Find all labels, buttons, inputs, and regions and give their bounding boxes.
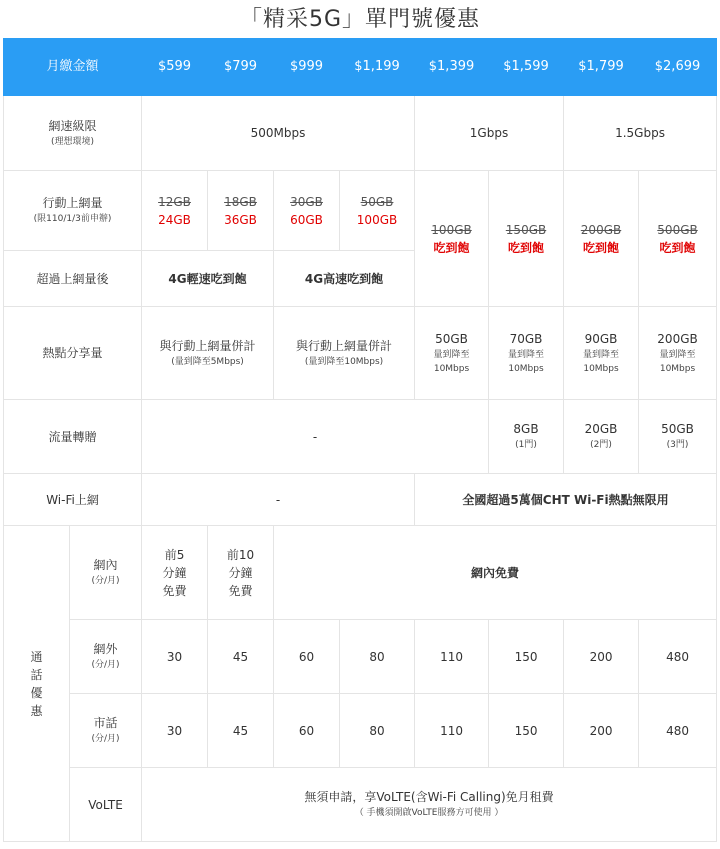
hotspot-speed-2699: 10Mbps: [659, 364, 696, 374]
hotspot-amount-1599: 70GB: [509, 331, 543, 346]
hotspot-cell-1799: [564, 307, 639, 400]
hotspot-reach-1799: 量到降至: [583, 349, 620, 360]
speed-row: [4, 96, 717, 171]
wifi-label: Wi-Fi上網: [4, 474, 142, 526]
volte-note: （ 手機須開啟VoLTE服務方可使用 ）: [354, 808, 504, 819]
data-old-1399: 100GB: [431, 222, 472, 237]
speed-label: 網速級限: [48, 118, 97, 133]
gift-amount-1799: 20GB: [584, 422, 618, 437]
call-group-char-4: 惠: [30, 703, 43, 718]
data-note: (限110/1/3前申辦): [33, 214, 112, 225]
volte-label: VoLTE: [70, 768, 142, 842]
hotspot-cell-1399: [415, 307, 489, 400]
offnet-row: [4, 620, 717, 694]
data-new-999: 60GB: [290, 212, 323, 227]
price-1799: $1,799: [564, 39, 639, 96]
offnet-1199: 80: [340, 620, 415, 694]
onnet-label: 網內: [93, 558, 118, 573]
landline-label-cell: [70, 694, 142, 768]
data-cell-1599: [489, 171, 564, 307]
data-cell-1799: [564, 171, 639, 307]
landline-599: 30: [142, 694, 208, 768]
offnet-799: 45: [208, 620, 274, 694]
price-599: $599: [142, 39, 208, 96]
price-999: $999: [274, 39, 340, 96]
landline-1599: 150: [489, 694, 564, 768]
offnet-unit: (分/月): [91, 660, 120, 671]
speed-500mbps: 500Mbps: [142, 96, 415, 171]
wifi-unlimited: 全國超過5萬個CHT Wi-Fi熱點無限用: [415, 474, 717, 526]
data-old-2699: 500GB: [657, 222, 698, 237]
hotspot-shared-note-2: (量到降至10Mbps): [304, 356, 384, 367]
offnet-1599: 150: [489, 620, 564, 694]
hotspot-speed-1399: 10Mbps: [433, 364, 470, 374]
hotspot-cell-2699: [639, 307, 717, 400]
call-benefits-group: [4, 526, 70, 842]
data-cell-1199: [340, 171, 415, 251]
hotspot-speed-1799: 10Mbps: [583, 364, 619, 374]
offnet-label: 網外: [93, 642, 118, 657]
onnet-599-line3: 免費: [162, 583, 187, 598]
offnet-label-cell: [70, 620, 142, 694]
price-1399: $1,399: [415, 39, 489, 96]
gift-count-1799: (2門): [590, 440, 612, 451]
data-old-799: 18GB: [224, 194, 257, 209]
price-1199: $1,199: [340, 39, 415, 96]
gift-cell-1599: [489, 400, 564, 474]
hotspot-cell-1599: [489, 307, 564, 400]
landline-1199: 80: [340, 694, 415, 768]
volte-text: 無須申請，享VoLTE(含Wi-Fi Calling)免月租費: [304, 790, 554, 805]
gift-count-1599: (1門): [515, 440, 537, 451]
call-group-char-2: 話: [30, 667, 43, 682]
price-799: $799: [208, 39, 274, 96]
data-unlimited-1799: 吃到飽: [583, 240, 620, 255]
landline-999: 60: [274, 694, 340, 768]
gift-amount-2699: 50GB: [661, 422, 694, 437]
data-unlimited-1599: 吃到飽: [508, 240, 545, 255]
data-cell-999: [274, 171, 340, 251]
data-label-cell: [4, 171, 142, 251]
data-unlimited-2699: 吃到飽: [659, 240, 696, 255]
page-title: 「精采5G」單門號優惠: [239, 7, 481, 32]
onnet-599-line2: 分鐘: [162, 565, 187, 580]
data-cell-1399: [415, 171, 489, 307]
hotspot-reach-1599: 量到降至: [508, 349, 545, 360]
wifi-row: [4, 474, 717, 526]
hotspot-shared-text-2: 與行動上網量併計: [296, 338, 393, 353]
hotspot-reach-2699: 量到降至: [659, 349, 696, 360]
landline-799: 45: [208, 694, 274, 768]
over-limit-label: 超過上網量後: [4, 251, 142, 307]
call-group-char-1: 通: [30, 649, 43, 664]
landline-label: 市話: [93, 716, 118, 731]
data-row: [4, 171, 717, 251]
onnet-cell-599: [142, 526, 208, 620]
speed-note: (理想環境): [50, 136, 95, 147]
hotspot-amount-1799: 90GB: [584, 331, 618, 346]
speed-label-cell: [4, 96, 142, 171]
gift-amount-1599: 8GB: [513, 422, 539, 437]
offnet-1399: 110: [415, 620, 489, 694]
over-limit-4g-light: 4G輕速吃到飽: [142, 251, 274, 307]
over-limit-4g-high: 4G高速吃到飽: [274, 251, 415, 307]
plan-comparison-table: [3, 38, 717, 842]
price-2699: $2,699: [639, 39, 717, 96]
data-old-1599: 150GB: [505, 222, 547, 237]
landline-2699: 480: [639, 694, 717, 768]
offnet-2699: 480: [639, 620, 717, 694]
data-cell-2699: [639, 171, 717, 307]
data-new-599: 24GB: [158, 212, 191, 227]
onnet-cell-799: [208, 526, 274, 620]
data-new-1199: 100GB: [356, 212, 398, 227]
monthly-fee-label: 月繳金額: [4, 39, 142, 96]
gift-cell-1799: [564, 400, 639, 474]
onnet-799-line1: 前10: [226, 547, 255, 562]
volte-row: [4, 768, 717, 842]
price-header-row: [4, 39, 717, 96]
gift-row: [4, 400, 717, 474]
call-group-char-3: 優: [30, 685, 43, 700]
gift-count-2699: (3門): [666, 440, 689, 451]
onnet-free: 網內免費: [274, 526, 717, 620]
speed-1gbps: 1Gbps: [415, 96, 564, 171]
data-new-799: 36GB: [224, 212, 257, 227]
gift-label: 流量轉贈: [4, 400, 142, 474]
volte-cell: [142, 768, 717, 842]
data-old-999: 30GB: [290, 194, 323, 209]
onnet-unit: (分/月): [91, 576, 120, 587]
hotspot-speed-1599: 10Mbps: [508, 364, 544, 374]
onnet-799-line3: 免費: [228, 583, 253, 598]
onnet-label-cell: [70, 526, 142, 620]
hotspot-shared-1: [142, 307, 274, 400]
offnet-1799: 200: [564, 620, 639, 694]
landline-row: [4, 694, 717, 768]
data-old-599: 12GB: [158, 194, 191, 209]
data-label: 行動上網量: [42, 196, 103, 211]
price-1599: $1,599: [489, 39, 564, 96]
hotspot-shared-text-1: 與行動上網量併計: [159, 338, 256, 353]
hotspot-reach-1399: 量到降至: [433, 349, 470, 360]
data-cell-599: [142, 171, 208, 251]
landline-1399: 110: [415, 694, 489, 768]
hotspot-row: [4, 307, 717, 400]
offnet-599: 30: [142, 620, 208, 694]
hotspot-amount-1399: 50GB: [435, 331, 468, 346]
hotspot-label: 熱點分享量: [4, 307, 142, 400]
landline-1799: 200: [564, 694, 639, 768]
onnet-599-line1: 前5: [164, 547, 185, 562]
landline-unit: (分/月): [91, 734, 120, 745]
hotspot-shared-2: [274, 307, 415, 400]
hotspot-shared-note-1: (量到降至5Mbps): [171, 356, 244, 367]
data-unlimited-1399: 吃到飽: [433, 240, 470, 255]
gift-none: -: [142, 400, 489, 474]
speed-1-5gbps: 1.5Gbps: [564, 96, 717, 171]
data-old-1199: 50GB: [360, 194, 394, 209]
data-cell-799: [208, 171, 274, 251]
gift-cell-2699: [639, 400, 717, 474]
wifi-none: -: [142, 474, 415, 526]
hotspot-amount-2699: 200GB: [657, 331, 698, 346]
data-old-1799: 200GB: [580, 222, 622, 237]
onnet-799-line2: 分鐘: [228, 565, 253, 580]
offnet-999: 60: [274, 620, 340, 694]
onnet-row: [4, 526, 717, 620]
